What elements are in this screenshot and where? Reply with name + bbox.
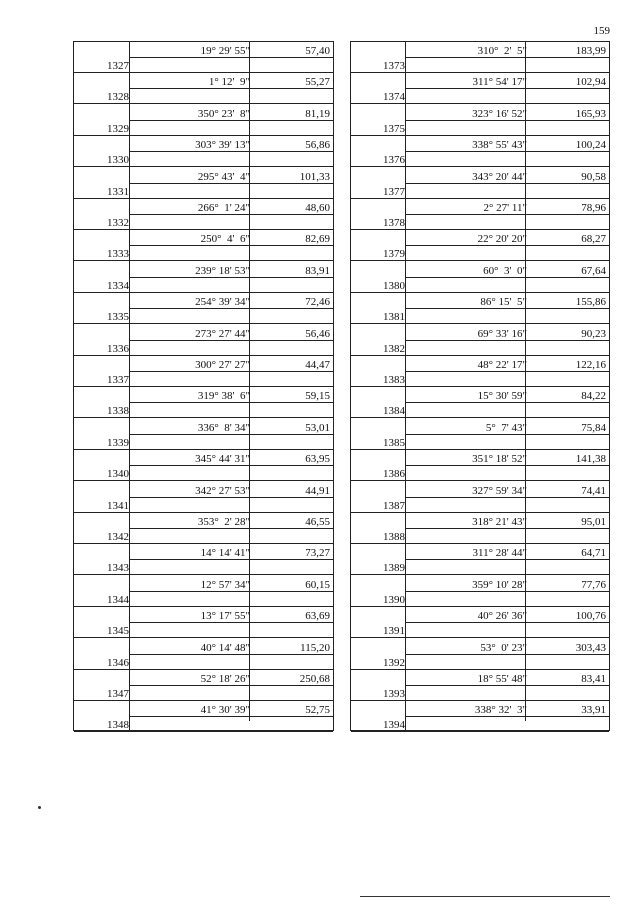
bearing-angle: 359° 10' 28" — [472, 578, 527, 591]
row-rule — [405, 434, 609, 435]
bearing-angle: 338° 55' 43" — [472, 139, 527, 152]
distance-value: 63,69 — [305, 610, 330, 623]
distance-value: 78,96 — [581, 202, 606, 214]
row-rule — [129, 308, 333, 309]
point-number: 1393 — [383, 688, 405, 700]
point-number: 1378 — [383, 217, 405, 229]
bearing-angle: 13° 17' 55" — [200, 610, 250, 623]
row-rule — [351, 72, 609, 73]
distance-value: 95,01 — [581, 516, 606, 528]
bearing-table-left — [73, 41, 334, 731]
distance-value: 141,38 — [575, 453, 606, 466]
row-rule — [74, 574, 333, 575]
distance-value: 73,27 — [305, 547, 330, 560]
row-rule — [351, 323, 609, 324]
row-rule — [129, 465, 333, 466]
distance-value: 72,46 — [305, 296, 330, 309]
row-rule — [405, 622, 609, 623]
distance-value: 100,76 — [575, 610, 606, 623]
row-rule — [74, 637, 333, 638]
point-number: 1337 — [107, 374, 129, 386]
row-rule — [405, 591, 609, 592]
distance-value: 44,91 — [305, 484, 330, 497]
point-number: 1380 — [383, 279, 405, 292]
point-number: 1346 — [107, 656, 129, 669]
bearing-angle: 41° 30' 39" — [200, 704, 250, 717]
point-number: 1394 — [383, 719, 405, 732]
row-rule — [74, 606, 333, 607]
distance-value: 67,64 — [581, 264, 606, 277]
row-rule — [74, 292, 333, 293]
bearing-angle: 60° 3' 0" — [483, 264, 527, 277]
point-number: 1328 — [107, 91, 129, 104]
distance-value: 102,94 — [575, 76, 606, 89]
bearing-angle: 22° 20' 20" — [477, 233, 527, 246]
bearing-angle: 40° 14' 48" — [200, 641, 250, 654]
distance-value: 74,41 — [581, 484, 606, 497]
point-number: 1334 — [107, 279, 129, 292]
row-rule — [129, 57, 333, 58]
row-rule — [351, 260, 609, 261]
distance-value: 63,95 — [305, 453, 330, 466]
point-number: 1386 — [383, 468, 405, 481]
distance-value: 183,99 — [575, 45, 606, 57]
row-rule — [351, 229, 609, 230]
row-rule — [351, 198, 609, 199]
row-rule — [351, 292, 609, 293]
row-rule — [129, 559, 333, 560]
distance-value: 77,76 — [581, 578, 606, 591]
bearing-angle: 250° 4' 6" — [200, 233, 250, 246]
row-rule — [74, 386, 333, 387]
bearing-angle: 343° 20' 44" — [472, 170, 527, 183]
row-rule — [129, 120, 333, 121]
point-number: 1329 — [107, 122, 129, 135]
distance-value: 82,69 — [305, 233, 330, 246]
point-number: 1376 — [383, 154, 405, 167]
bearing-angle: 1° 12' 9" — [208, 76, 250, 89]
bearing-angle: 52° 18' 26" — [200, 673, 250, 685]
row-rule — [129, 245, 333, 246]
row-rule — [129, 591, 333, 592]
row-rule — [405, 183, 609, 184]
row-rule — [351, 417, 609, 418]
row-rule — [405, 716, 609, 717]
distance-value: 303,43 — [575, 641, 606, 654]
row-rule — [74, 669, 333, 670]
bearing-angle: 19° 29' 55" — [200, 45, 250, 57]
row-rule — [405, 120, 609, 121]
row-rule — [351, 166, 609, 167]
distance-value: 81,19 — [305, 107, 330, 120]
bearing-angle: 86° 15' 5" — [480, 296, 527, 309]
point-number: 1348 — [107, 719, 129, 732]
row-rule — [351, 731, 609, 732]
row-rule — [74, 103, 333, 104]
row-rule — [129, 151, 333, 152]
point-number: 1377 — [383, 185, 405, 198]
bearing-angle: 40° 26' 36" — [477, 610, 527, 623]
row-rule — [351, 574, 609, 575]
point-number: 1382 — [383, 342, 405, 355]
row-rule — [405, 214, 609, 215]
bearing-angle: 239° 18' 53" — [195, 264, 250, 277]
bearing-angle: 12° 57' 34" — [200, 578, 250, 591]
row-rule — [129, 654, 333, 655]
point-number: 1375 — [383, 122, 405, 135]
bearing-angle: 310° 2' 5" — [477, 45, 527, 57]
point-number: 1373 — [383, 60, 405, 72]
bearing-angle: 69° 33' 16" — [477, 327, 527, 340]
row-rule — [74, 198, 333, 199]
point-number: 1339 — [107, 436, 129, 449]
point-number: 1345 — [107, 625, 129, 638]
row-rule — [129, 371, 333, 372]
row-rule — [129, 716, 333, 717]
bearing-angle: 14° 14' 41" — [200, 547, 250, 560]
row-rule — [129, 528, 333, 529]
row-rule — [351, 386, 609, 387]
row-rule — [405, 528, 609, 529]
row-rule — [405, 654, 609, 655]
distance-value: 64,71 — [581, 547, 606, 560]
row-rule — [405, 465, 609, 466]
point-number: 1387 — [383, 499, 405, 512]
row-rule — [74, 543, 333, 544]
bearing-angle: 345° 44' 31" — [195, 453, 250, 466]
distance-value: 100,24 — [575, 139, 606, 152]
distance-value: 250,68 — [299, 673, 330, 685]
row-rule — [74, 323, 333, 324]
row-rule — [129, 183, 333, 184]
bearing-angle: 311° 28' 44" — [472, 547, 527, 560]
bearing-angle: 2° 27' 11" — [483, 202, 527, 214]
row-rule — [129, 214, 333, 215]
distance-value: 165,93 — [575, 107, 606, 120]
distance-value: 53,01 — [305, 421, 330, 434]
distance-value: 55,27 — [305, 76, 330, 89]
point-number: 1391 — [383, 625, 405, 638]
point-number: 1383 — [383, 374, 405, 386]
row-rule — [129, 685, 333, 686]
point-number: 1389 — [383, 562, 405, 575]
row-rule — [129, 434, 333, 435]
distance-value: 115,20 — [300, 641, 330, 654]
point-number: 1336 — [107, 342, 129, 355]
point-number: 1347 — [107, 688, 129, 700]
distance-value: 68,27 — [581, 233, 606, 246]
row-rule — [74, 135, 333, 136]
bearing-angle: 15° 30' 59" — [477, 390, 527, 403]
row-rule — [351, 449, 609, 450]
bearing-angle: 53° 0' 23" — [480, 641, 527, 654]
bearing-angle: 300° 27' 27" — [195, 359, 250, 371]
row-rule — [351, 355, 609, 356]
row-rule — [129, 497, 333, 498]
row-rule — [74, 512, 333, 513]
bearing-angle: 342° 27' 53" — [195, 484, 250, 497]
distance-value: 84,22 — [581, 390, 606, 403]
row-rule — [351, 480, 609, 481]
distance-value: 33,91 — [581, 704, 606, 717]
distance-value: 75,84 — [581, 421, 606, 434]
bearing-angle: 336° 8' 34" — [197, 421, 250, 434]
footer-rule — [360, 896, 610, 897]
bearing-angle: 311° 54' 17" — [472, 76, 527, 89]
row-rule — [74, 449, 333, 450]
row-rule — [129, 340, 333, 341]
row-rule — [405, 559, 609, 560]
point-number: 1384 — [383, 405, 405, 418]
row-rule — [405, 245, 609, 246]
row-rule — [74, 72, 333, 73]
row-rule — [351, 700, 609, 701]
bearing-angle: 18° 55' 48" — [477, 673, 527, 685]
row-rule — [405, 685, 609, 686]
row-rule — [74, 731, 333, 732]
bearing-angle: 323° 16' 52" — [472, 107, 527, 120]
bearing-angle: 338° 32' 3" — [474, 704, 527, 717]
point-number: 1390 — [383, 593, 405, 606]
row-rule — [405, 88, 609, 89]
bearing-angle: 350° 23' 8" — [197, 107, 250, 120]
row-rule — [405, 151, 609, 152]
bearing-angle: 48° 22' 17" — [477, 359, 527, 371]
point-number: 1385 — [383, 436, 405, 449]
page-number: 159 — [593, 25, 610, 37]
point-number: 1343 — [107, 562, 129, 575]
row-rule — [351, 637, 609, 638]
point-number: 1379 — [383, 248, 405, 261]
row-rule — [74, 480, 333, 481]
distance-value: 90,23 — [581, 327, 606, 340]
point-number: 1392 — [383, 656, 405, 669]
row-rule — [74, 166, 333, 167]
point-number: 1341 — [107, 499, 129, 512]
point-number: 1332 — [107, 217, 129, 229]
row-rule — [129, 402, 333, 403]
point-number: 1388 — [383, 531, 405, 543]
bearing-angle: 273° 27' 44" — [195, 327, 250, 340]
row-rule — [74, 355, 333, 356]
row-rule — [405, 57, 609, 58]
point-number: 1335 — [107, 311, 129, 324]
row-rule — [351, 103, 609, 104]
point-number: 1381 — [383, 311, 405, 324]
distance-value: 90,58 — [581, 170, 606, 183]
distance-value: 48,60 — [305, 202, 330, 214]
distance-value: 56,46 — [305, 327, 330, 340]
bearing-angle: 353° 2' 28" — [197, 516, 250, 528]
row-rule — [405, 340, 609, 341]
row-rule — [74, 700, 333, 701]
row-rule — [351, 512, 609, 513]
row-rule — [351, 669, 609, 670]
point-number: 1338 — [107, 405, 129, 418]
bearing-angle: 295° 43' 4" — [197, 170, 250, 183]
point-number: 1342 — [107, 531, 129, 543]
distance-value: 122,16 — [575, 359, 606, 371]
distance-value: 83,91 — [305, 264, 330, 277]
bearing-angle: 303° 39' 13" — [195, 139, 250, 152]
point-number: 1340 — [107, 468, 129, 481]
row-rule — [405, 497, 609, 498]
row-rule — [351, 606, 609, 607]
point-number: 1374 — [383, 91, 405, 104]
point-number: 1327 — [107, 60, 129, 72]
point-number: 1330 — [107, 154, 129, 167]
distance-value: 44,47 — [305, 359, 330, 371]
row-rule — [351, 543, 609, 544]
row-rule — [405, 371, 609, 372]
bearing-table-right — [350, 41, 610, 731]
row-rule — [74, 417, 333, 418]
distance-value: 83,41 — [581, 673, 606, 685]
bearing-angle: 351° 18' 52" — [472, 453, 527, 466]
distance-value: 46,55 — [305, 516, 330, 528]
row-rule — [129, 88, 333, 89]
distance-value: 57,40 — [305, 45, 330, 57]
bearing-angle: 254° 39' 34" — [195, 296, 250, 309]
distance-value: 155,86 — [575, 296, 606, 309]
distance-value: 56,86 — [305, 139, 330, 152]
row-rule — [405, 402, 609, 403]
bearing-angle: 318° 21' 43" — [472, 516, 527, 528]
point-number: 1331 — [107, 185, 129, 198]
bearing-angle: 319° 38' 6" — [197, 390, 250, 403]
row-rule — [129, 622, 333, 623]
row-rule — [405, 308, 609, 309]
row-rule — [74, 260, 333, 261]
row-rule — [351, 135, 609, 136]
row-rule — [129, 277, 333, 278]
point-number: 1333 — [107, 248, 129, 261]
bearing-angle: 266° 1' 24" — [197, 202, 250, 214]
distance-value: 101,33 — [299, 170, 330, 183]
distance-value: 52,75 — [305, 704, 330, 717]
bearing-angle: 327° 59' 34" — [472, 484, 527, 497]
row-rule — [74, 229, 333, 230]
bearing-angle: 5° 7' 43" — [485, 421, 527, 434]
distance-value: 59,15 — [305, 390, 330, 403]
distance-value: 60,15 — [305, 578, 330, 591]
row-rule — [405, 277, 609, 278]
stray-mark — [38, 806, 41, 809]
point-number: 1344 — [107, 593, 129, 606]
